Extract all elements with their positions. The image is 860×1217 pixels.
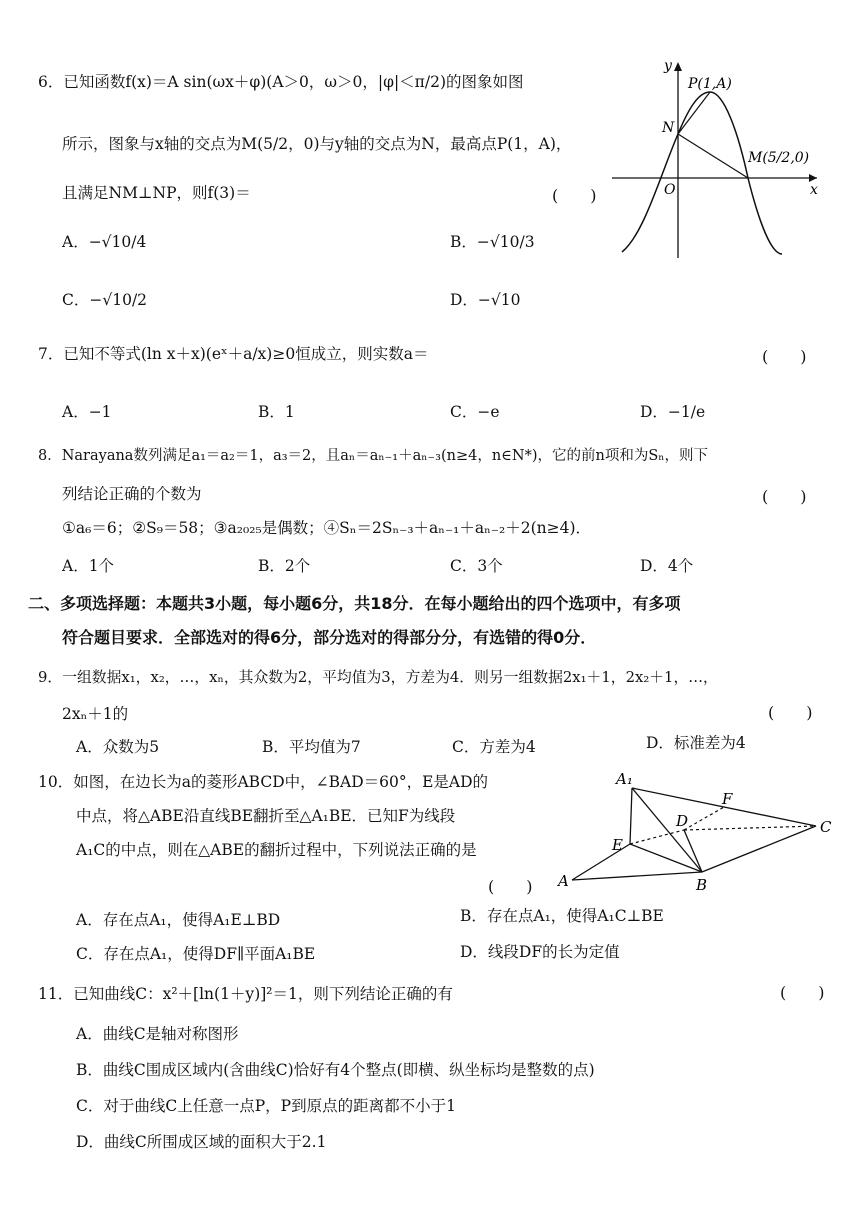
section2-heading-line2: 符合题目要求．全部选对的得6分，部分选对的得部分分，有选错的得0分． bbox=[62, 628, 597, 647]
q6-origin-label: O bbox=[664, 182, 676, 198]
q6-curve bbox=[622, 92, 782, 254]
q7-answer-paren: ( ) bbox=[762, 347, 807, 366]
q10-label-e: E bbox=[612, 836, 623, 854]
q6-y-arrow-icon bbox=[674, 62, 682, 71]
q8-line3: ①a₆＝6；②S₉＝58；③a₂₀₂₅是偶数；④Sₙ＝2Sₙ₋₃＋aₙ₋₁＋aₙ₋₂＋2(n≥4)． bbox=[62, 519, 592, 537]
q9-option-a: A．众数为5 bbox=[76, 738, 160, 756]
q10-label-f: F bbox=[722, 790, 733, 808]
q6-segment-nm bbox=[678, 134, 748, 178]
q10-edge-df bbox=[684, 807, 724, 830]
q10-line1: 10．如图，在边长为a的菱形ABCD中，∠BAD＝60°，E是AD的 bbox=[38, 773, 489, 791]
q6-m-label: M(5/2,0) bbox=[748, 150, 810, 166]
q6-line1: 6．已知函数f(x)＝A sin(ωx＋φ)(A＞0，ω＞0，|φ|＜π/2)的图象如图 bbox=[38, 73, 524, 91]
q10-label-d: D bbox=[676, 812, 689, 830]
q10-edge-ed bbox=[630, 830, 684, 844]
q9-option-c: C．方差为4 bbox=[452, 738, 536, 756]
q6-x-label: x bbox=[810, 182, 818, 198]
q7-line1: 7．已知不等式(ln x＋x)(eˣ＋a/x)≥0恒成立，则实数a＝ bbox=[38, 345, 429, 363]
q6-line2: 所示，图象与x轴的交点为M(5/2，0)与y轴的交点为N，最高点P(1，A)， bbox=[62, 135, 572, 153]
q10-answer-paren: ( ) bbox=[488, 877, 533, 896]
q8-line1: 8．Narayana数列满足a₁＝a₂＝1，a₃＝2，且aₙ＝aₙ₋₁＋aₙ₋₃(n≥4，n∈N*)，它的前n项和为Sₙ，则下 bbox=[38, 448, 709, 464]
q6-option-c: C．−√10/2 bbox=[62, 291, 148, 309]
q10-rhombus-figure bbox=[556, 768, 836, 898]
section2-heading-line1: 二、多项选择题：本题共3小题，每小题6分，共18分．在每小题给出的四个选项中，有多项 bbox=[28, 594, 681, 613]
q11-answer-paren: ( ) bbox=[780, 983, 825, 1002]
q8-answer-paren: ( ) bbox=[762, 487, 807, 506]
q6-p-label: P(1,A) bbox=[688, 76, 732, 92]
q10-label-b: B bbox=[696, 876, 708, 894]
q9-answer-paren: ( ) bbox=[768, 703, 813, 722]
q6-option-d: D．−√10 bbox=[450, 291, 521, 309]
q10-line2: 中点，将△ABE沿直线BE翻折至△A₁BE．已知F为线段 bbox=[76, 807, 456, 825]
q6-n-label: N bbox=[662, 120, 675, 136]
q10-option-c: C．存在点A₁，使得DF∥平面A₁BE bbox=[76, 945, 316, 963]
q10-option-a: A．存在点A₁，使得A₁E⊥BD bbox=[76, 911, 281, 929]
q6-answer-paren: ( ) bbox=[552, 186, 597, 205]
q7-option-c: C．−e bbox=[450, 403, 500, 421]
q6-sine-graph bbox=[612, 58, 832, 268]
q9-option-d: D．标准差为4 bbox=[646, 734, 746, 752]
q10-edge-ab bbox=[572, 872, 702, 880]
q7-option-d: D．−1/e bbox=[640, 403, 706, 421]
q9-line2: 2xₙ＋1的 bbox=[62, 705, 129, 723]
q10-label-a1: A₁ bbox=[616, 770, 633, 788]
q10-option-b: B．存在点A₁，使得A₁C⊥BE bbox=[460, 907, 664, 925]
q11-option-c: C．对于曲线C上任意一点P，P到原点的距离都不小于1 bbox=[76, 1097, 456, 1115]
q8-option-a: A．1个 bbox=[62, 557, 115, 575]
q8-option-b: B．2个 bbox=[258, 557, 311, 575]
q10-edge-ea1 bbox=[630, 788, 632, 844]
q10-label-a: A bbox=[558, 872, 569, 890]
q7-option-b: B．1 bbox=[258, 403, 295, 421]
q8-line2: 列结论正确的个数为 bbox=[62, 485, 202, 503]
q10-label-c: C bbox=[820, 818, 832, 836]
q8-option-c: C．3个 bbox=[450, 557, 503, 575]
q6-line3: 且满足NM⊥NP，则f(3)＝ bbox=[62, 184, 251, 202]
q10-line3: A₁C的中点，则在△ABE的翻折过程中，下列说法正确的是 bbox=[76, 841, 477, 859]
q7-option-a: A．−1 bbox=[62, 403, 112, 421]
q6-x-arrow-icon bbox=[809, 174, 817, 182]
q8-option-d: D．4个 bbox=[640, 557, 694, 575]
q6-option-b: B．−√10/3 bbox=[450, 233, 535, 251]
q11-option-b: B．曲线C围成区域内(含曲线C)恰好有4个整点(即横、纵坐标均是整数的点) bbox=[76, 1061, 595, 1079]
q9-option-b: B．平均值为7 bbox=[262, 738, 361, 756]
q11-line1: 11．已知曲线C：x²＋[ln(1＋y)]²＝1，则下列结论正确的有 bbox=[38, 985, 453, 1003]
q11-option-a: A．曲线C是轴对称图形 bbox=[76, 1025, 239, 1043]
q6-option-a: A．−√10/4 bbox=[62, 233, 147, 251]
q6-segment-np bbox=[678, 92, 710, 134]
q10-edge-bc bbox=[702, 826, 816, 872]
q10-option-d: D．线段DF的长为定值 bbox=[460, 943, 620, 961]
q11-option-d: D．曲线C所围成区域的面积大于2.1 bbox=[76, 1133, 327, 1151]
q9-line1: 9．一组数据x₁，x₂，…，xₙ，其众数为2，平均值为3，方差为4．则另一组数据2x₁＋1，2x₂＋1，…， bbox=[38, 669, 718, 686]
q6-y-label: y bbox=[664, 58, 672, 74]
q10-edge-dc bbox=[684, 826, 816, 830]
